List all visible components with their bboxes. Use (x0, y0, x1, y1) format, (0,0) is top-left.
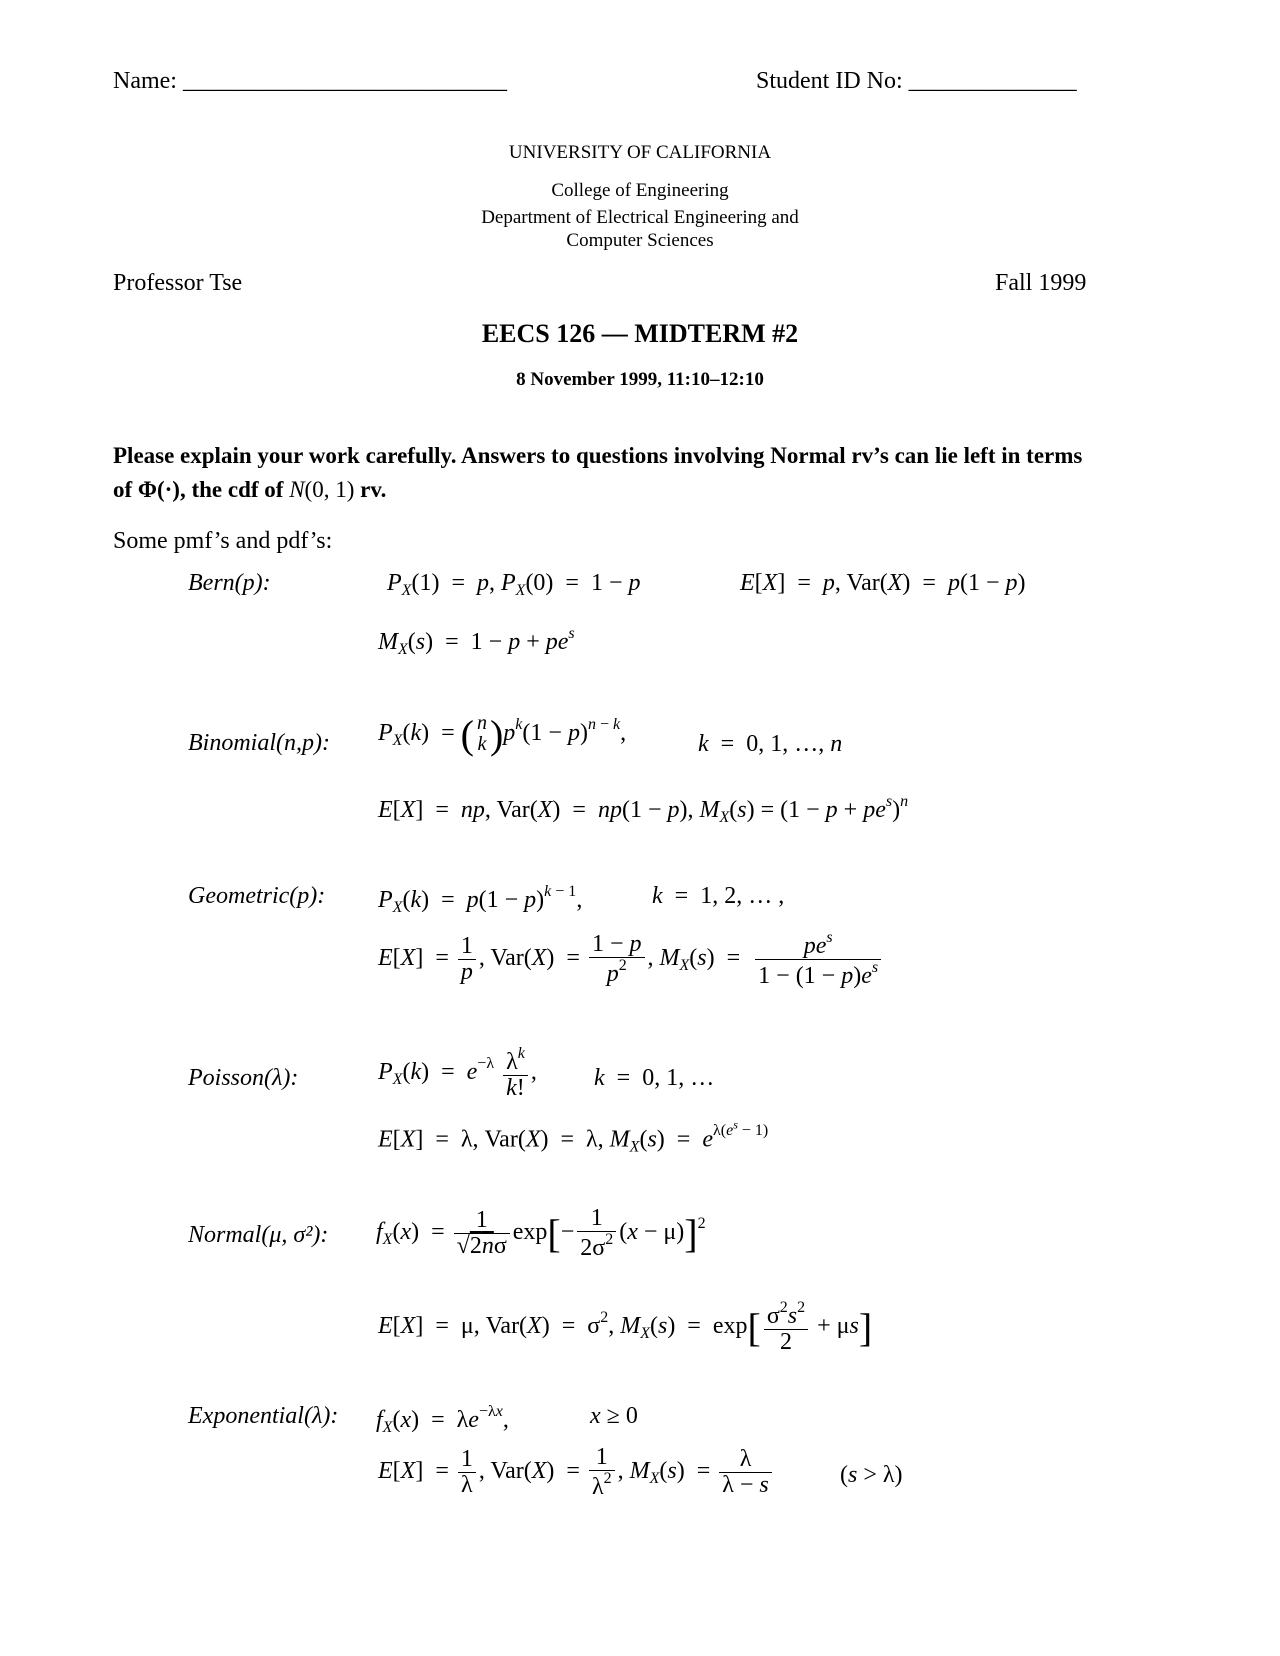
professor-name: Professor Tse (113, 270, 243, 296)
poisson-pmf: $P_X(k) = e^{-\lambda}$ $\frac{\lambda^k}{k!}$ , (378, 1045, 537, 1102)
normal-label: Normal(μ, σ²): (188, 1222, 329, 1248)
poisson-moments: E[X] = λ, Var(X) = λ, $M_X(s) = e^{\lambda(e^s - 1)}$ (378, 1118, 769, 1156)
term: Fall 1999 (995, 270, 1087, 296)
bern-label: Bern(p): (188, 570, 271, 596)
university-name: UNIVERSITY OF CALIFORNIA (508, 142, 772, 163)
normal-moments: E[X] = μ, $Var(X) = \sigma^2$, $M_X(s) = \exp$[ $\frac{\sigma^2s^2}{2}$ + μs] (378, 1299, 873, 1356)
bern-moments: E[X] = p, Var(X) = p(1 − p) (740, 570, 1026, 596)
exponential-label: Exponential(λ): (188, 1403, 339, 1429)
department-line-1: Department of Electrical Engineering and (481, 207, 799, 228)
instructions-line-1: Please explain your work carefully. Answers to questions involving Normal rv’s can lie left in terms (113, 443, 1083, 468)
bern-mgf: $M_X(s) = 1 - p + pe^s$ (378, 625, 575, 658)
poisson-label: Poisson(λ): (188, 1065, 299, 1091)
geometric-support: k = 1, 2, … , (652, 883, 785, 909)
student-id-field-label: Student ID No: ______________ (756, 68, 1077, 94)
name-field-label: Name: ___________________________ (113, 68, 507, 94)
exam-date-time: 8 November 1999, 11:10–12:10 (516, 369, 764, 390)
exponential-moments: E[X] = $\frac{1}{\lambda}$ , Var(X) = $\frac{1}{\lambda^2}$ , $M_X(s)$ = $\frac{\lambda}{\lambda - s}$ (378, 1445, 775, 1500)
exponential-support: x ≥ 0 (590, 1403, 638, 1429)
geometric-pmf: $P_X(k) = p(1 - p)^{k - 1}$, (378, 883, 583, 916)
instructions-line-2 (113, 477, 386, 503)
instructions-line-2-suffix: rv. (354, 477, 387, 502)
normal-pdf: $f_X(x)$ = $\frac{1}{√2n\sigma}$ exp[− $\frac{1}{2\sigma^2}$ (x − μ)]$^2$ (376, 1205, 706, 1262)
poisson-support: k = 0, 1, … (594, 1065, 715, 1091)
bern-pmf: $P_X(1) = p$, $P_X(0) = 1 - p$ (387, 570, 641, 599)
normal-dist-notation: N(0, 1) (289, 477, 355, 502)
geometric-moments: E[X] = $\frac{1}{p}$ , Var(X) = $\frac{1 - p}{p^2}$ , $M_X(s)$ = $\frac{pe^s}{1 - (1 - p)e^s}$ (378, 930, 884, 989)
binomial-moments: E[X] = np, Var(X) = np(1 − p), $M_X(s) = (1 - p + pe^s)^n$ (378, 793, 909, 826)
geometric-label: Geometric(p): (188, 883, 326, 909)
instructions-line-2-prefix: of Φ(·), the cdf of (113, 477, 290, 502)
binomial-support: k = 0, 1, …, n (698, 731, 843, 757)
formula-intro: Some pmf’s and pdf’s: (113, 528, 333, 554)
exponential-pdf: $f_X(x) = \lambda e^{-\lambda x}$, (376, 1403, 509, 1436)
department-line-2: Computer Sciences (566, 230, 714, 251)
binomial-label: Binomial(n,p): (188, 730, 330, 756)
exponential-condition: (s > λ) (840, 1462, 903, 1488)
binomial-pmf: $P_X(k)$ = ( n k )$p^k(1 - p)^{n - k}$, (378, 712, 627, 757)
exam-title: EECS 126 — MIDTERM #2 (481, 319, 799, 348)
college-name: College of Engineering (551, 180, 729, 201)
